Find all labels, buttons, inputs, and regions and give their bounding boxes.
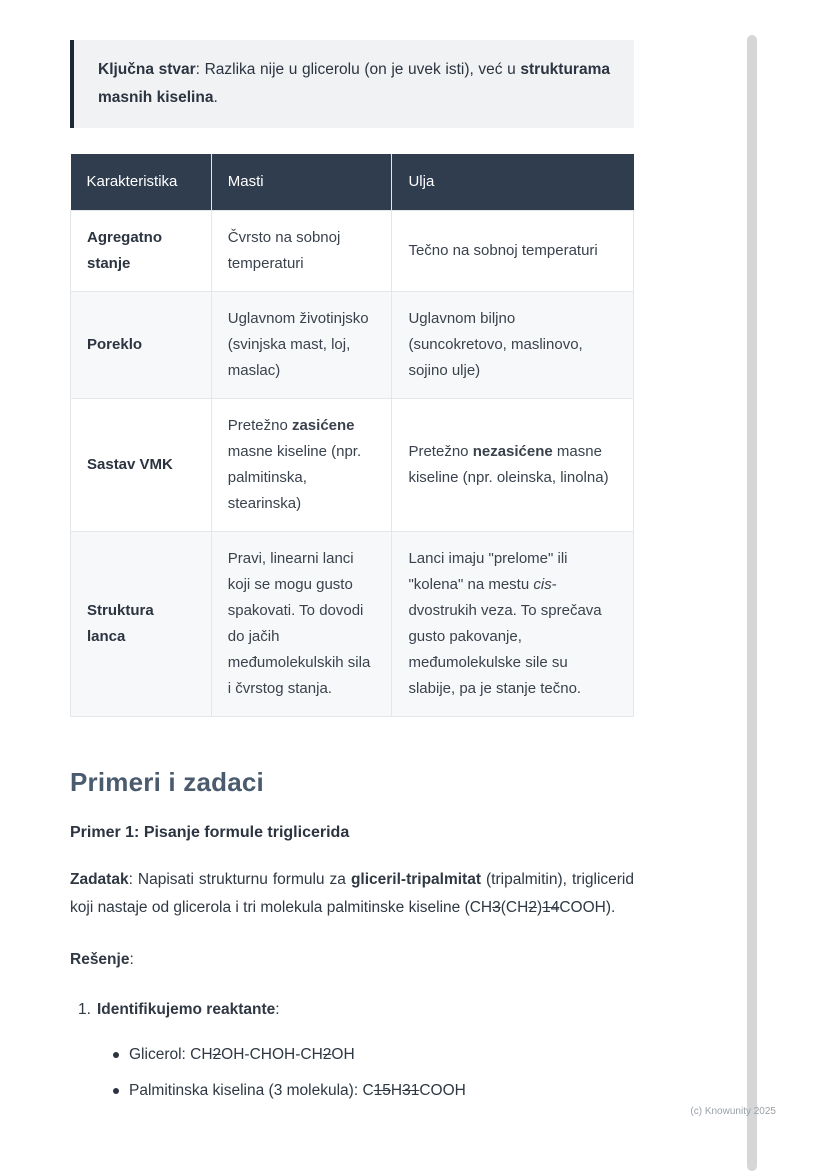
cell-ulja: Tečno na sobnoj temperaturi bbox=[392, 211, 634, 292]
list-item-text: Identifikujemo reaktante: bbox=[96, 1001, 280, 1018]
bullet-list-item bbox=[113, 1078, 634, 1104]
table-row bbox=[71, 211, 634, 292]
masti-ulja-comparison-table bbox=[70, 154, 634, 717]
bullet-icon bbox=[113, 1088, 119, 1094]
key-point-callout bbox=[70, 40, 634, 128]
table-row bbox=[71, 399, 634, 532]
task-paragraph: Zadatak: Napisati strukturnu formulu za gliceril-tripalmitat (tripalmitin), triglicerid koji nastaje od glicerola i tri molekula palmitinske kiseline (CH3(CH2)14COOH). bbox=[70, 871, 634, 916]
document-content bbox=[70, 40, 634, 1114]
cell-masti: Čvrsto na sobnoj temperaturi bbox=[211, 211, 392, 292]
row-label: Sastav VMK bbox=[71, 399, 212, 532]
row-label: Struktura lanca bbox=[71, 532, 212, 717]
row-label: Agregatno stanje bbox=[71, 211, 212, 292]
bullet-text: Glicerol: CH2OH-CHOH-CH2OH bbox=[129, 1046, 355, 1063]
cell-masti: Pretežno zasićene masne kiseline (npr. palmitinska, stearinska) bbox=[211, 399, 392, 532]
numbered-list-item bbox=[78, 996, 634, 1024]
row-label: Poreklo bbox=[71, 292, 212, 399]
cell-masti: Pravi, linearni lanci koji se mogu gusto spakovati. To dovodi do jačih međumolekulskih sila i čvrstog stanja. bbox=[211, 532, 392, 717]
column-header-karakteristika: Karakteristika bbox=[71, 154, 212, 211]
bullet-list bbox=[78, 1042, 634, 1104]
cell-masti: Uglavnom životinjsko (svinjska mast, loj, maslac) bbox=[211, 292, 392, 399]
column-header-ulja: Ulja bbox=[392, 154, 634, 211]
bullet-text: Palmitinska kiselina (3 molekula): C15H31COOH bbox=[129, 1082, 466, 1099]
callout-text: Ključna stvar: Razlika nije u glicerolu (on je uvek isti), već u strukturama masnih kiselina. bbox=[98, 61, 610, 106]
cell-ulja: Pretežno nezasićene masne kiseline (npr. oleinska, linolna) bbox=[392, 399, 634, 532]
section-heading: Primeri i zadaci bbox=[70, 767, 264, 797]
bullet-icon bbox=[113, 1052, 119, 1058]
scrollbar[interactable] bbox=[747, 35, 757, 1171]
table-row bbox=[71, 292, 634, 399]
cell-ulja: Uglavnom biljno (suncokretovo, maslinovo, sojino ulje) bbox=[392, 292, 634, 399]
bullet-list-item bbox=[113, 1042, 634, 1068]
table-header-row bbox=[71, 154, 634, 211]
example-title: Primer 1: Pisanje formule triglicerida bbox=[70, 824, 350, 841]
list-item-number: 1. bbox=[78, 1001, 91, 1018]
watermark: (c) Knowunity 2025 bbox=[690, 1106, 776, 1117]
numbered-list bbox=[70, 996, 634, 1104]
cell-ulja: Lanci imaju "prelome" ili "kolena" na mestu cis-dvostrukih veza. To sprečava gusto pakovanje, međumolekulske sile su slabije, pa je stanje tečno. bbox=[392, 532, 634, 717]
table-row bbox=[71, 532, 634, 717]
solution-label: Rešenje: bbox=[70, 951, 134, 968]
column-header-masti: Masti bbox=[211, 154, 392, 211]
